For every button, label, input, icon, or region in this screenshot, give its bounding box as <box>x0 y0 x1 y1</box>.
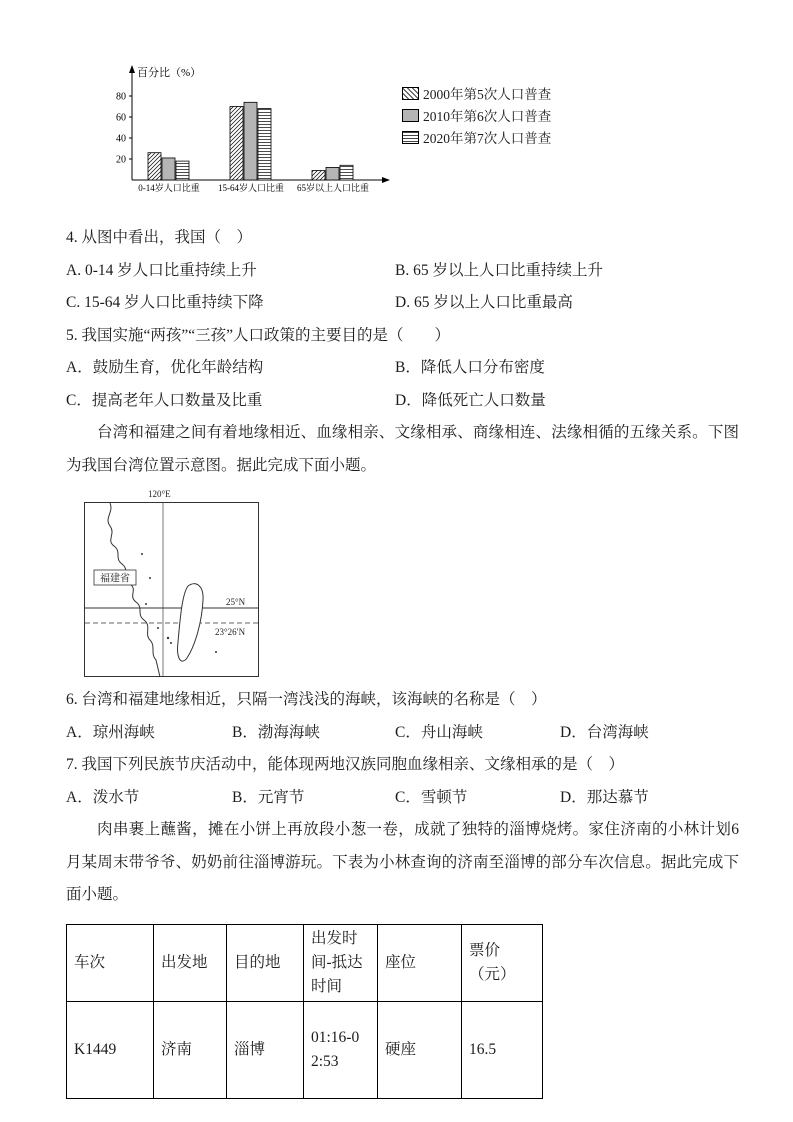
q7-option-a: A．泼水节 <box>66 788 140 806</box>
y-tick-label: 60 <box>116 112 126 124</box>
question-6-stem: 6. 台湾和福建地缘相近，只隔一湾浅浅的海峡，该海峡的名称是（ ） <box>66 691 547 708</box>
q4-option-a: A. 0-14 岁人口比重持续上升 <box>66 261 257 279</box>
q4-option-c: C. 15-64 岁人口比重持续下降 <box>66 294 264 311</box>
taiwan-location-map <box>84 486 739 678</box>
cell-destination: 淄博 <box>227 1001 304 1098</box>
question-6-options-row <box>66 717 739 750</box>
coastal-island-dot <box>149 577 151 579</box>
question-5-options-row-1 <box>66 352 739 385</box>
penghu-islands-dot <box>167 637 169 639</box>
q6-option-b: B．渤海海峡 <box>232 723 320 741</box>
q7-option-c: C．雪顿节 <box>395 788 468 806</box>
coastal-island-dot <box>141 553 143 555</box>
bar <box>340 165 353 180</box>
train-info-table <box>66 924 543 1099</box>
question-4-options-row-1 <box>66 255 739 288</box>
question-5-options-row-2 <box>66 385 739 418</box>
province-label: 福建省 <box>100 573 130 585</box>
taiwan-intro-paragraph: 台湾和福建之间有着地缘相近、血缘相亲、文缘相承、商缘相连、法缘相循的五缘关系。下图为我国台湾位置示意图。据此完成下面小题。 <box>66 424 739 474</box>
y-axis-title: 百分比（%） <box>137 67 202 79</box>
y-tick-label: 80 <box>116 91 126 103</box>
green-island-dot <box>215 651 217 653</box>
chart-legend <box>402 82 551 148</box>
q6-option-c: C．舟山海峡 <box>395 723 483 741</box>
q4-option-d: D. 65 岁以上人口比重最高 <box>395 294 573 311</box>
col-header-seat: 座位 <box>378 924 462 1001</box>
cell-train-no: K1449 <box>67 1001 154 1098</box>
q4-option-b: B. 65 岁以上人口比重持续上升 <box>395 261 603 279</box>
question-5-stem: 5. 我国实施“两孩”“三孩”人口政策的主要目的是（ ） <box>66 326 451 344</box>
cell-seat: 硬座 <box>378 1001 462 1098</box>
cell-times: 01:16-02:53 <box>304 1001 378 1098</box>
legend-label-2000: 2000年第5次人口普查 <box>423 87 552 102</box>
population-census-chart <box>92 60 739 210</box>
y-tick-label: 20 <box>116 154 126 166</box>
q7-option-d: D．那达慕节 <box>560 788 649 806</box>
map-canvas <box>84 486 284 678</box>
bar <box>258 109 271 180</box>
cell-price: 16.5 <box>462 1001 543 1098</box>
col-header-times: 出发时间-抵达时间 <box>304 924 378 1001</box>
penghu-islands-dot <box>170 642 172 644</box>
q6-option-d: D．台湾海峡 <box>560 723 649 741</box>
legend-label-2020: 2020年第7次人口普查 <box>423 131 552 146</box>
q5-option-a: A．鼓励生育，优化年龄结构 <box>66 359 264 376</box>
y-axis-arrow-icon <box>129 65 135 73</box>
q5-option-c: C．提高老年人口数量及比重 <box>66 391 263 409</box>
table-header-row <box>67 924 543 1001</box>
coastal-island-dot <box>145 603 147 605</box>
x-axis-arrow-icon <box>382 177 390 183</box>
legend-swatch-lines-icon <box>402 131 419 144</box>
col-header-destination: 目的地 <box>227 924 304 1001</box>
q5-option-b: B．降低人口分布密度 <box>395 359 545 376</box>
x-category-label: 65岁以上人口比重 <box>296 183 370 193</box>
y-tick-label: 40 <box>116 133 126 145</box>
lat25-label: 25°N <box>226 597 246 607</box>
legend-swatch-gray-icon <box>402 109 419 122</box>
map-meridian-label: 120°E <box>148 489 171 499</box>
cell-origin: 济南 <box>154 1001 227 1098</box>
bar <box>326 167 339 180</box>
x-category-label: 0-14岁人口比重 <box>138 183 200 193</box>
col-header-origin: 出发地 <box>154 924 227 1001</box>
question-4-options-row-2 <box>66 287 739 320</box>
x-category-label: 15-64岁人口比重 <box>218 183 284 193</box>
bar <box>312 171 325 180</box>
bar <box>176 161 189 180</box>
legend-item-2010 <box>402 104 551 126</box>
bar <box>230 107 243 181</box>
bar <box>244 102 257 180</box>
legend-swatch-hatch-icon <box>402 87 419 100</box>
legend-item-2000 <box>402 82 551 104</box>
legend-item-2020 <box>402 126 551 148</box>
table-row <box>67 1001 543 1098</box>
question-4-stem: 4. 从图中看出，我国（ ） <box>66 229 253 246</box>
q5-option-d: D．降低死亡人口数量 <box>395 391 546 409</box>
tropic-label: 23°26′N <box>215 627 246 637</box>
map-frame <box>85 503 259 677</box>
col-header-price: 票价（元） <box>462 924 543 1001</box>
zibo-intro-paragraph: 肉串裹上蘸酱，摊在小饼上再放段小葱一卷，成就了独特的淄博烧烤。家住济南的小林计划6月某周末带爷爷、奶奶前往淄博游玩。下表为小林查询的济南至淄博的部分车次信息。据此完成下面小题。 <box>66 821 739 903</box>
coastal-island-dot <box>157 627 159 629</box>
question-7-stem: 7. 我国下列民族节庆活动中，能体现两地汉族同胞血缘相亲、文缘相承的是（ ） <box>66 756 625 773</box>
bar-chart-canvas <box>92 60 392 210</box>
question-7-options-row <box>66 782 739 815</box>
legend-label-2010: 2010年第6次人口普查 <box>423 109 552 124</box>
bar <box>148 153 161 180</box>
q7-option-b: B．元宵节 <box>232 788 305 806</box>
bar <box>162 158 175 180</box>
q6-option-a: A．琼州海峡 <box>66 723 155 741</box>
col-header-train-no: 车次 <box>67 924 154 1001</box>
